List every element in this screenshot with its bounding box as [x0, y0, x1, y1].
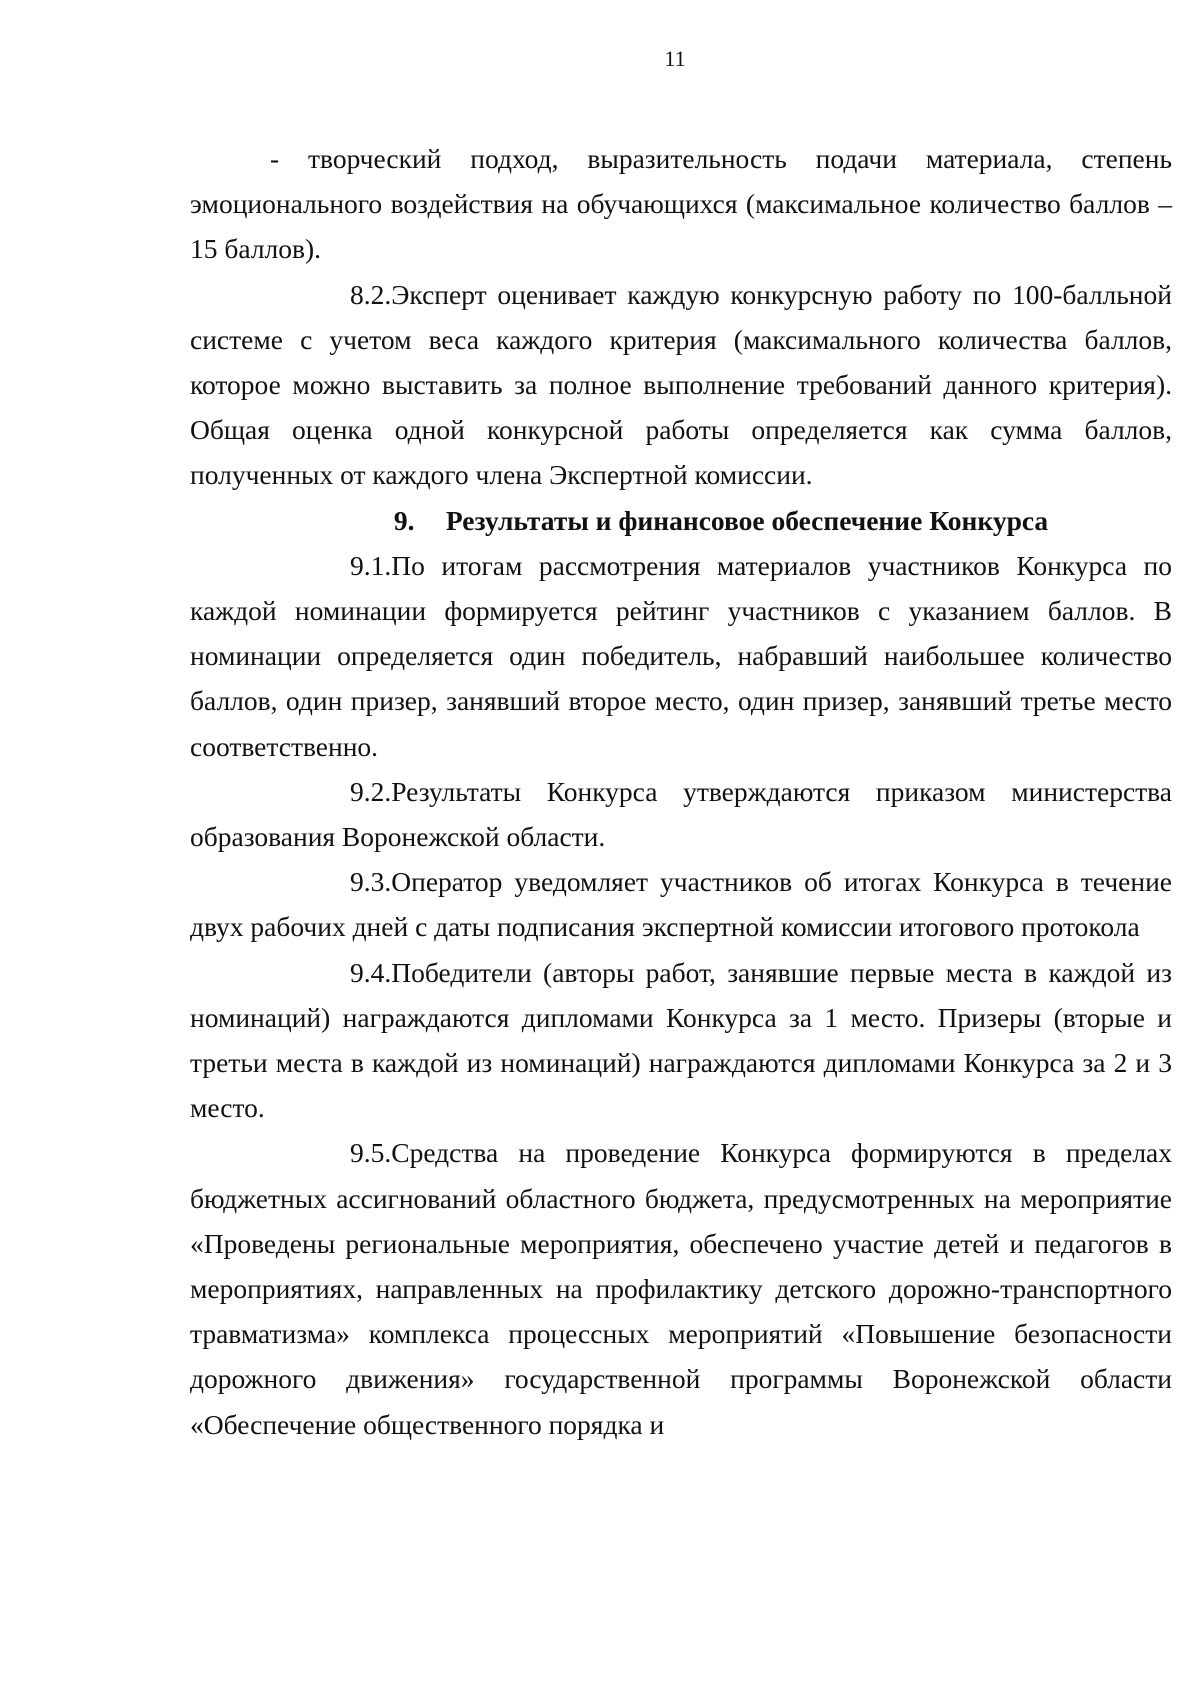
paragraph-text: Результаты Конкурса утверждаются приказом министерства образования Воронежской области. [190, 775, 1172, 853]
paragraph-text: По итогам рассмотрения материалов участников Конкурса по каждой номинации формируется рейтинг участников с указанием баллов. В номинации определяется один победитель, набравший наибольшее количество баллов, один призер, занявший второе место, один призер, занявший третье место соответственно. [190, 549, 1172, 762]
section-number: 9. [393, 504, 415, 536]
paragraph-criterion-creative [190, 136, 1172, 272]
paragraph-9-1 [190, 543, 1172, 769]
paragraph-number: 9.4. [350, 956, 392, 988]
paragraph-8-2 [190, 272, 1172, 498]
paragraph-number: 8.2. [350, 278, 392, 310]
paragraph-9-3 [190, 859, 1172, 949]
paragraph-text: Победители (авторы работ, занявшие первые места в каждой из номинаций) награждаются дипломами Конкурса за 1 место. Призеры (вторые и третьи места в каждой из номинаций) награждаются дипломами Конкурса за 2 и 3 место. [190, 956, 1172, 1124]
paragraph-9-5 [190, 1130, 1172, 1446]
document-body [190, 136, 1172, 1447]
section-title: Результаты и финансовое обеспечение Конкурса [445, 504, 1049, 536]
paragraph-number: 9.3. [350, 866, 392, 898]
paragraph-text: - творческий подход, выразительность подачи материала, степень эмоционального воздействия на обучающихся (максимальное количество баллов – 15 баллов). [190, 143, 1172, 265]
paragraph-number: 9.2. [350, 775, 392, 807]
paragraph-9-4 [190, 950, 1172, 1131]
paragraph-number: 9.5. [350, 1137, 392, 1169]
paragraph-text: Средства на проведение Конкурса формируются в пределах бюджетных ассигнований областного бюджета, предусмотренных на мероприятие «Проведены региональные мероприятия, обеспечено участие детей и педагогов в мероприятиях, направленных на профилактику детского дорожно-транспортного травматизма» комплекса процессных мероприятий «Повышение безопасности дорожного движения» государственной программы Воронежской области «Обеспечение общественного порядка и [190, 1137, 1172, 1440]
section-heading-9 [190, 498, 1172, 543]
page-number: 11 [664, 46, 686, 71]
paragraph-text: Оператор уведомляет участников об итогах Конкурса в течение двух рабочих дней с даты подписания экспертной комиссии итогового протокола [190, 866, 1172, 943]
paragraph-9-2 [190, 769, 1172, 859]
paragraph-number: 9.1. [350, 549, 392, 581]
paragraph-text: Эксперт оценивает каждую конкурсную работу по 100-балльной системе с учетом веса каждого критерия (максимального количества баллов, которое можно выставить за полное выполнение требований данного критерия). Общая оценка одной конкурсной работы определяется как сумма баллов, полученных от каждого члена Экспертной комиссии. [190, 278, 1172, 491]
